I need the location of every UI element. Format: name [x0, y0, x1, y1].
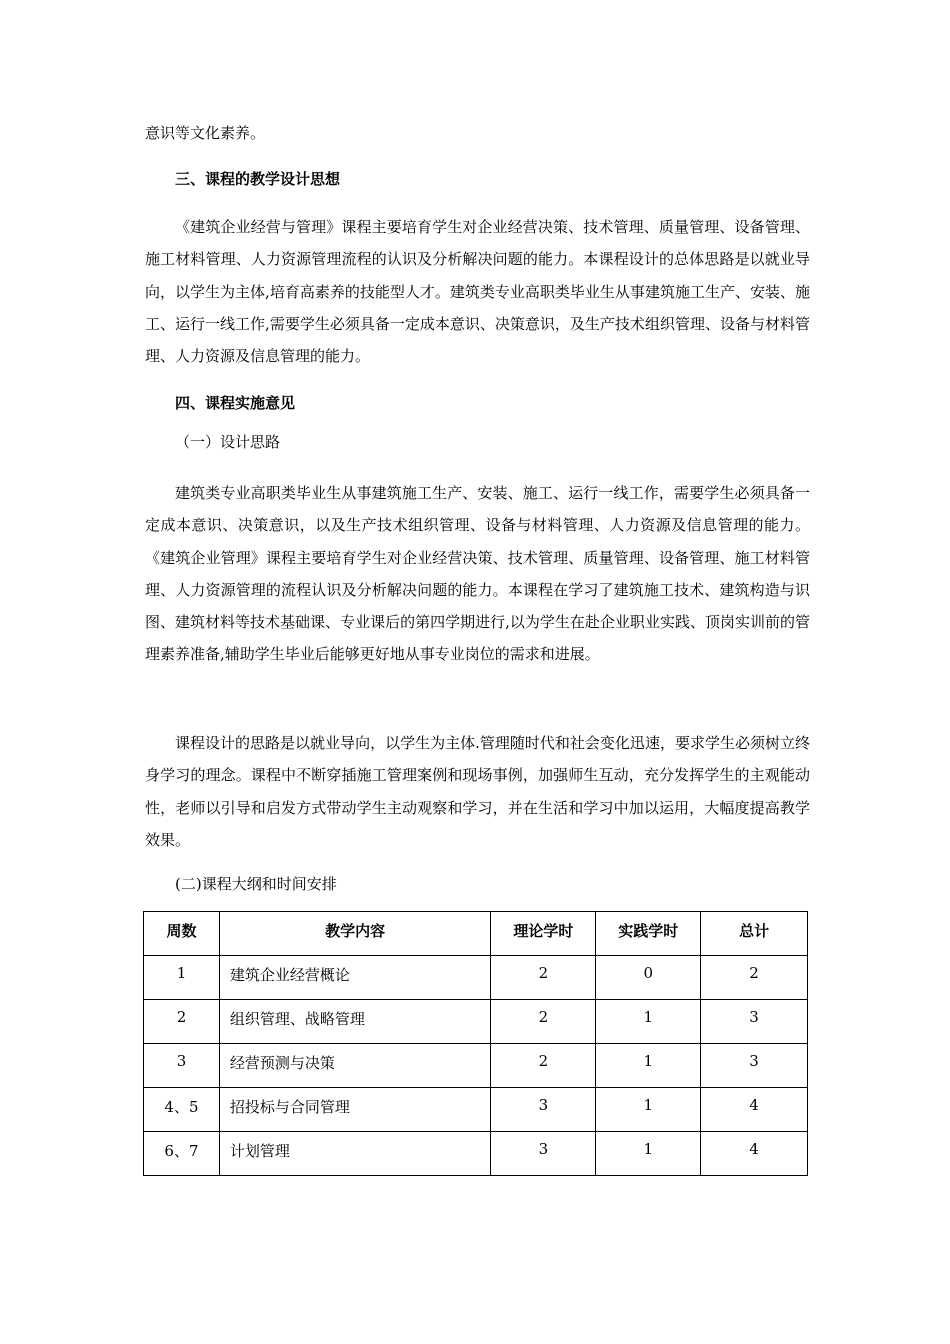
cell-practice: 1	[596, 1044, 701, 1088]
table-row	[144, 1044, 808, 1088]
table-row	[144, 956, 808, 1000]
cell-week: 1	[144, 956, 220, 1000]
cell-content: 建筑企业经营概论	[219, 956, 491, 1000]
cell-content: 组织管理、战略管理	[219, 1000, 491, 1044]
table-row	[144, 1000, 808, 1044]
cell-practice: 1	[596, 1000, 701, 1044]
cell-total: 3	[701, 1000, 808, 1044]
paragraph-continuation: 意识等文化素养。	[145, 124, 266, 142]
cell-week: 3	[144, 1044, 220, 1088]
table-header-row	[144, 912, 808, 956]
subsection-heading-1: （一）设计思路	[175, 433, 281, 451]
cell-content: 计划管理	[219, 1132, 491, 1176]
course-schedule-table	[143, 911, 808, 1176]
cell-practice: 1	[596, 1132, 701, 1176]
cell-content: 招投标与合同管理	[219, 1088, 491, 1132]
paragraph-course-approach: 课程设计的思路是以就业导向，以学生为主体.管理随时代和社会变化迅速，要求学生必须树立终身学习的理念。课程中不断穿插施工管理案例和现场事例，加强师生互动，充分发挥学生的主观能动性，老师以引导和启发方式带动学生主动观察和学习，并在生活和学习中加以运用，大幅度提高教学效果。	[145, 734, 810, 849]
header-theory-hours: 理论学时	[491, 912, 596, 956]
cell-week: 2	[144, 1000, 220, 1044]
cell-theory: 2	[491, 1000, 596, 1044]
cell-practice: 1	[596, 1088, 701, 1132]
cell-week: 4、5	[144, 1088, 220, 1132]
cell-week: 6、7	[144, 1132, 220, 1176]
paragraph-design-idea: 《建筑企业经营与管理》课程主要培育学生对企业经营决策、技术管理、质量管理、设备管理、施工材料管理、人力资源管理流程的认识及分析解决问题的能力。本课程设计的总体思路是以就业导向，以学生为主体,培育高素养的技能型人才。建筑类专业高职类毕业生从事建筑施工生产、安装、施工、运行一线工作,需要学生必须具备一定成本意识、决策意识，及生产技术组织管理、设备与材料管理、人力资源及信息管理的能力。	[145, 218, 810, 366]
header-total: 总计	[701, 912, 808, 956]
cell-total: 2	[701, 956, 808, 1000]
cell-theory: 3	[491, 1132, 596, 1176]
header-practice-hours: 实践学时	[596, 912, 701, 956]
cell-total: 3	[701, 1044, 808, 1088]
cell-practice: 0	[596, 956, 701, 1000]
section-heading-3: 三、课程的教学设计思想	[175, 170, 341, 188]
subsection-heading-2: (二)课程大纲和时间安排	[175, 875, 337, 893]
table-row	[144, 1088, 808, 1132]
section-heading-4: 四、课程实施意见	[175, 394, 296, 412]
cell-theory: 2	[491, 956, 596, 1000]
table-row	[144, 1132, 808, 1176]
cell-theory: 2	[491, 1044, 596, 1088]
cell-total: 4	[701, 1088, 808, 1132]
cell-total: 4	[701, 1132, 808, 1176]
header-week: 周数	[144, 912, 220, 956]
paragraph-design-approach: 建筑类专业高职类毕业生从事建筑施工生产、安装、施工、运行一线工作，需要学生必须具备一定成本意识、决策意识，以及生产技术组织管理、设备与材料管理、人力资源及信息管理的能力。《建筑企业管理》课程主要培育学生对企业经营决策、技术管理、质量管理、设备管理、施工材料管理、人力资源管理的流程认识及分析解决问题的能力。本课程在学习了建筑施工技术、建筑构造与识图、建筑材料等技术基础课、专业课后的第四学期进行,以为学生在赴企业职业实践、顶岗实训前的管理素养准备,辅助学生毕业后能够更好地从事专业岗位的需求和进展。	[145, 484, 810, 664]
cell-theory: 3	[491, 1088, 596, 1132]
header-content: 教学内容	[219, 912, 491, 956]
cell-content: 经营预测与决策	[219, 1044, 491, 1088]
